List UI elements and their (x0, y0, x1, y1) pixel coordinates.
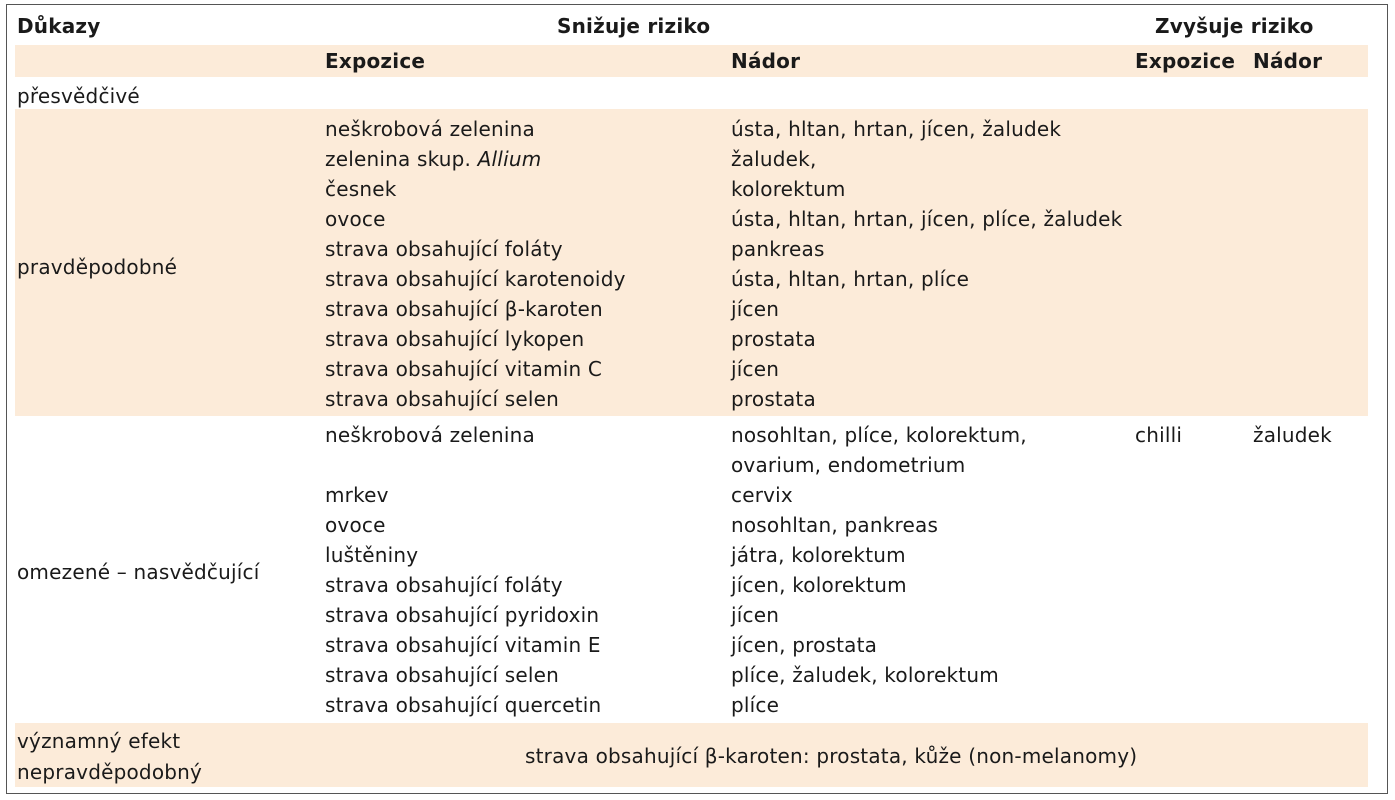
unlikely-statement: strava obsahující β-karoten: prostata, kůže (non-melanomy) (525, 744, 1138, 768)
list-item: strava obsahující vitamin E (325, 633, 601, 657)
list-item: pankreas (731, 237, 825, 261)
list-item: strava obsahující foláty (325, 573, 563, 597)
list-item: ústa, hltan, hrtan, jícen, plíce, žaludek (731, 207, 1123, 231)
list-item: neškrobová zelenina (325, 423, 536, 447)
header-decreases-risk: Snižuje riziko (557, 14, 711, 38)
list-item: ovarium, endometrium (731, 453, 966, 477)
list-item: zelenina skup. Allium (325, 147, 542, 171)
list-item: strava obsahující selen (325, 663, 560, 687)
probable-band (15, 109, 1368, 416)
list-item: jícen (731, 357, 780, 381)
list-item: strava obsahující pyridoxin (325, 603, 600, 627)
list-item: prostata (731, 387, 816, 411)
list-item: strava obsahující lykopen (325, 327, 585, 351)
list-item: ovoce (325, 513, 386, 537)
list-item: jícen (731, 603, 780, 627)
header-evidence: Důkazy (17, 14, 101, 38)
list-item: luštěniny (325, 543, 419, 567)
list-item: cervix (731, 483, 793, 507)
subheader-tumor: Nádor (731, 49, 801, 73)
list-item: plíce (731, 693, 780, 717)
list-item: ústa, hltan, hrtan, plíce (731, 267, 970, 291)
subheader-tumor-increase: Nádor (1253, 49, 1323, 73)
list-item: neškrobová zelenina (325, 117, 536, 141)
list-item: jícen (731, 297, 780, 321)
probable-exposure-list (325, 114, 626, 414)
limited-exposure-list (325, 420, 601, 720)
evidence-table (6, 4, 1388, 794)
list-item: česnek (325, 177, 397, 201)
list-item: mrkev (325, 483, 389, 507)
list-item: kolorektum (731, 177, 846, 201)
list-item: strava obsahující selen (325, 387, 560, 411)
list-item: ústa, hltan, hrtan, jícen, žaludek (731, 117, 1062, 141)
limited-tumor-list (731, 420, 1027, 720)
list-item: strava obsahující foláty (325, 237, 563, 261)
list-item: nosohltan, pankreas (731, 513, 939, 537)
list-item: nosohltan, plíce, kolorektum, (731, 423, 1027, 447)
list-item: strava obsahující vitamin C (325, 357, 603, 381)
limited-increase-tumor: žaludek (1253, 423, 1332, 447)
list-item: strava obsahující β-karoten (325, 297, 603, 321)
list-item: strava obsahující karotenoidy (325, 267, 626, 291)
row-label-limited: omezené – nasvědčující (17, 560, 260, 584)
row-label-unlikely-line1: významný efekt (17, 729, 181, 753)
list-item: plíce, žaludek, kolorektum (731, 663, 999, 687)
list-item: žaludek, (731, 147, 817, 171)
row-label-unlikely-line2: nepravděpodobný (17, 760, 203, 784)
list-item: jícen, kolorektum (731, 573, 907, 597)
list-item: jícen, prostata (731, 633, 878, 657)
list-item: prostata (731, 327, 816, 351)
list-item: ovoce (325, 207, 386, 231)
subheader-exposure-increase: Expozice (1135, 49, 1236, 73)
row-label-probable: pravděpodobné (17, 255, 178, 279)
probable-tumor-list (731, 114, 1122, 414)
row-label-convincing: přesvědčivé (17, 84, 140, 108)
list-item: strava obsahující quercetin (325, 693, 602, 717)
header-increases-risk: Zvyšuje riziko (1155, 14, 1314, 38)
limited-increase-exposure: chilli (1135, 423, 1183, 447)
subheader-exposure: Expozice (325, 49, 426, 73)
list-item: játra, kolorektum (731, 543, 906, 567)
